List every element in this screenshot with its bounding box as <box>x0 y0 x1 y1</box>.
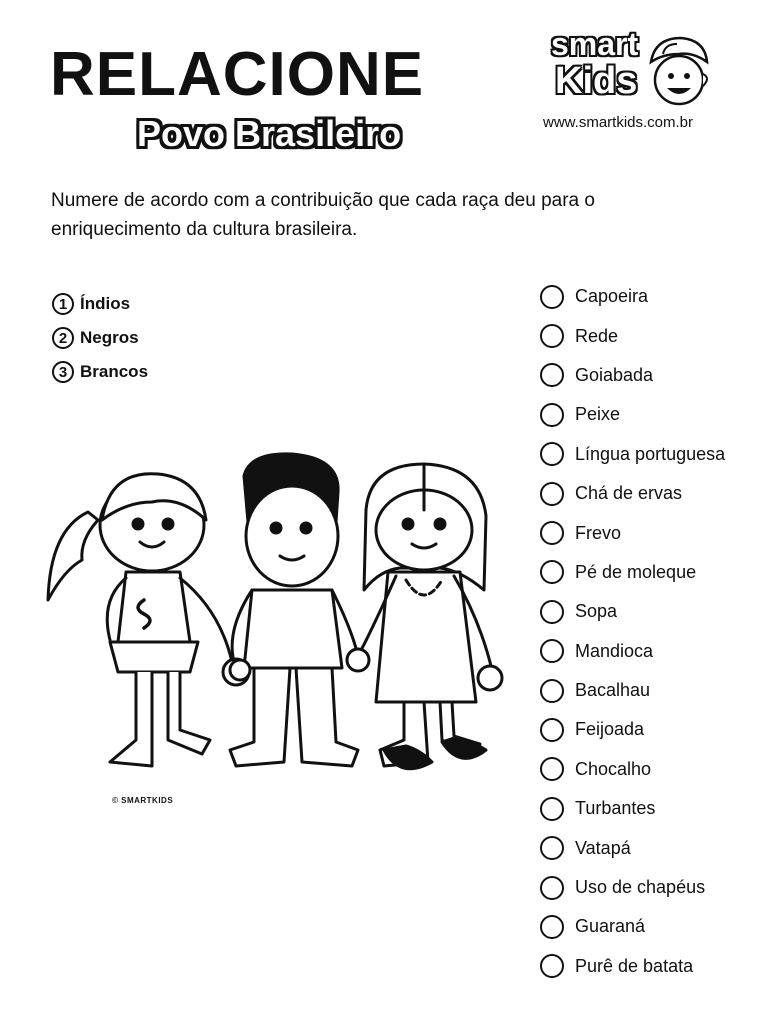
option-item <box>540 553 725 592</box>
number-circle-icon: 3 <box>52 361 74 383</box>
option-item <box>540 277 725 316</box>
website-url: www.smartkids.com.br <box>543 114 694 131</box>
answer-circle[interactable] <box>540 679 564 703</box>
answer-circle[interactable] <box>540 639 564 663</box>
answer-circle[interactable] <box>540 954 564 978</box>
option-item <box>540 750 725 789</box>
option-item <box>540 356 725 395</box>
option-item <box>540 947 725 986</box>
answer-circle[interactable] <box>540 324 564 348</box>
option-label: Rede <box>575 325 619 346</box>
legend-label: Brancos <box>80 362 149 381</box>
option-label: Frevo <box>575 522 622 543</box>
legend-label: Negros <box>80 328 139 347</box>
option-label: Peixe <box>575 404 621 425</box>
answer-circle[interactable] <box>540 915 564 939</box>
option-item <box>540 789 725 828</box>
option-label: Capoeira <box>575 286 649 307</box>
logo-kids-text: Kids <box>555 60 638 102</box>
hand-clasp <box>230 660 250 680</box>
option-label: Bacalhau <box>575 680 651 701</box>
legend-item-indios <box>52 287 148 321</box>
option-label: Purê de batata <box>575 955 694 976</box>
option-item <box>540 592 725 631</box>
option-label: Sopa <box>575 601 618 622</box>
girl-braids-figure <box>358 464 502 769</box>
option-label: Goiabada <box>575 364 654 385</box>
answer-circle[interactable] <box>540 363 564 387</box>
page-subtitle: Povo Brasileiro <box>137 113 402 154</box>
option-item <box>540 710 725 749</box>
answer-circle[interactable] <box>540 560 564 584</box>
smartkids-logo <box>545 26 715 110</box>
option-label: Turbantes <box>575 798 656 819</box>
option-label: Vatapá <box>575 837 631 858</box>
option-item <box>540 868 725 907</box>
legend-item-negros <box>52 321 148 355</box>
legend-list <box>52 287 148 389</box>
answer-circle[interactable] <box>540 876 564 900</box>
option-item <box>540 513 725 552</box>
answer-circle[interactable] <box>540 403 564 427</box>
kids-holding-hands-illustration <box>40 450 510 795</box>
option-label: Guaraná <box>575 916 646 937</box>
answer-circle[interactable] <box>540 521 564 545</box>
option-item <box>540 907 725 946</box>
option-item <box>540 828 725 867</box>
option-label: Língua portuguesa <box>575 443 726 464</box>
answer-circle[interactable] <box>540 442 564 466</box>
legend-item-brancos <box>52 355 148 389</box>
legend-label: Índios <box>80 294 131 313</box>
option-item <box>540 435 725 474</box>
option-item <box>540 474 725 513</box>
option-label: Pé de moleque <box>575 561 697 582</box>
mascot-face-icon <box>643 34 713 110</box>
hand-clasp <box>347 649 369 671</box>
answer-circle[interactable] <box>540 797 564 821</box>
option-label: Feijoada <box>575 719 645 740</box>
answer-circle[interactable] <box>540 718 564 742</box>
number-circle-icon: 1 <box>52 293 74 315</box>
number-circle-icon: 2 <box>52 327 74 349</box>
answer-circle[interactable] <box>540 482 564 506</box>
options-list <box>540 277 725 986</box>
option-label: Mandioca <box>575 640 654 661</box>
page-title: RELACIONE <box>50 40 425 109</box>
boy-figure <box>230 454 358 766</box>
logo-smart-text: smart <box>551 26 639 62</box>
answer-circle[interactable] <box>540 757 564 781</box>
answer-circle[interactable] <box>540 285 564 309</box>
option-label: Uso de chapéus <box>575 877 706 898</box>
answer-circle[interactable] <box>540 836 564 860</box>
instructions-text: Numere de acordo com a contribuição que cada raça deu para o enriquecimento da cultura brasileira. <box>51 190 595 240</box>
option-item <box>540 632 725 671</box>
girl-ponytail-figure <box>48 474 249 766</box>
copyright-text: © SMARTKIDS <box>112 796 174 805</box>
option-label: Chá de ervas <box>575 483 683 504</box>
option-item <box>540 316 725 355</box>
option-item <box>540 395 725 434</box>
answer-circle[interactable] <box>540 600 564 624</box>
option-item <box>540 671 725 710</box>
option-label: Chocalho <box>575 758 652 779</box>
